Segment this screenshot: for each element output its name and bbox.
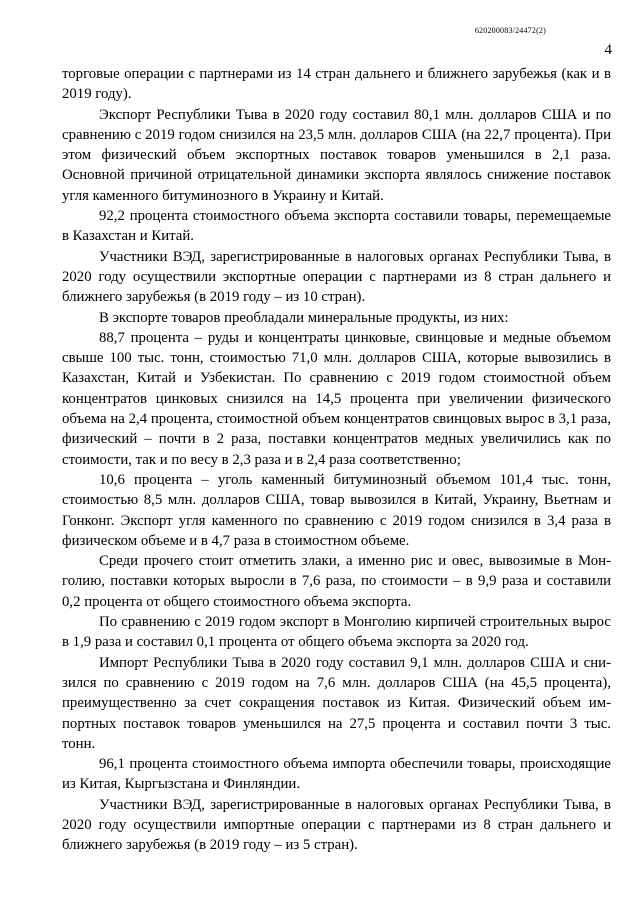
document-id: 620200083/24472(2) <box>474 26 546 35</box>
paragraph-import-total: Импорт Республики Тыва в 2020 году составил 9,1 млн. долларов США и снизился по сравнению с 2019 годом на 7,6 млн. долларов США (на 45,5 процента), преимущественно за счет сокращения поставок из Китая. Физический объем импортных поставок товаров уменьшился на 27,5 процента и составил почти 3 тыс. тонн. <box>62 654 611 752</box>
paragraph-continuation: торговые операции с партнерами из 14 стран дальнего и ближнего зарубежья (как и в 2019 году). <box>62 66 611 103</box>
page-number: 4 <box>604 42 612 58</box>
paragraph-import-partners: Участники ВЭД, зарегистрированные в налоговых органах Республики Тыва, в 2020 году осуществили импортные операции с партнерами из 8 стран дальнего и ближнего зарубежья (в 2019 году – из 5 стран). <box>62 796 611 854</box>
paragraph-export-total: Экспорт Республики Тыва в 2020 году составил 80,1 млн. долларов США и по сравнению с 2019 годом снизился на 23,5 млн. долларов США (на 22,7 процента). При этом физический объем экспортных поставок товаров уменьшился в 2,1 раза. Основной причиной отрицательной динамики экспорта являлось снижение поставок угля каменного битуминозного в Украину и Китай. <box>62 106 611 204</box>
paragraph-mineral-products: В экспорте товаров преобладали минеральные продукты, из них: <box>99 309 509 326</box>
paragraph-grains: Среди прочего стоит отметить злаки, а именно рис и овес, вывозимые в Монголию, поставки которых выросли в 7,6 раза, по стоимости – в 9,9 раза и составили 0,2 процента от общего стоимостного объема экспорта. <box>62 553 611 610</box>
paragraph-bricks: По сравнению с 2019 годом экспорт в Монголию кирпичей строительных вырос в 1,9 раза и составил 0,1 процента от общего объема экспорта за 2020 год. <box>62 614 611 651</box>
paragraph-export-partners: Участники ВЭД, зарегистрированные в налоговых органах Республики Тыва, в 2020 году осуществили экспортные операции с партнерами из 8 стран дальнего и ближнего зарубежья (в 2019 году – из 10 стран). <box>62 248 611 306</box>
paragraph-export-share: 92,2 процента стоимостного объема экспорта составили товары, перемещаемые в Казахстан и Китай. <box>62 208 611 245</box>
paragraph-import-share: 96,1 процента стоимостного объема импорта обеспечили товары, происходящие из Китая, Кыргызстана и Финляндии. <box>62 756 611 793</box>
paragraph-coal: 10,6 процента – уголь каменный битуминозный объемом 101,4 тыс. тонн, стоимостью 8,5 млн. долларов США, товар вывозился в Китай, Украину, Вьетнам и Гонконг. Экспорт угля каменного по сравнению с 2019 годом снизился в 3,4 раза в физическом объеме и в 4,7 раза в стоимостном объеме. <box>62 471 611 549</box>
paragraph-ores-concentrates: 88,7 процента – руды и концентраты цинковые, свинцовые и медные объемом свыше 100 тыс. тонн, стоимостью 71,0 млн. долларов США, которые вывозились в Казахстан, Китай и Узбекистан. По сравнению с 2019 годом стоимостной объем концентратов цинковых снизился на 14,5 процента при увеличении физического объема на 2,4 процента, стоимостной объем концентратов свинцовых вырос в 3,1 раза, физический – почти в 2 раза, поставки концентратов медных увеличились как по стоимости, так и по весу в 2,3 раза и в 2,4 раза соответственно; <box>62 329 611 468</box>
document-body <box>62 64 611 856</box>
